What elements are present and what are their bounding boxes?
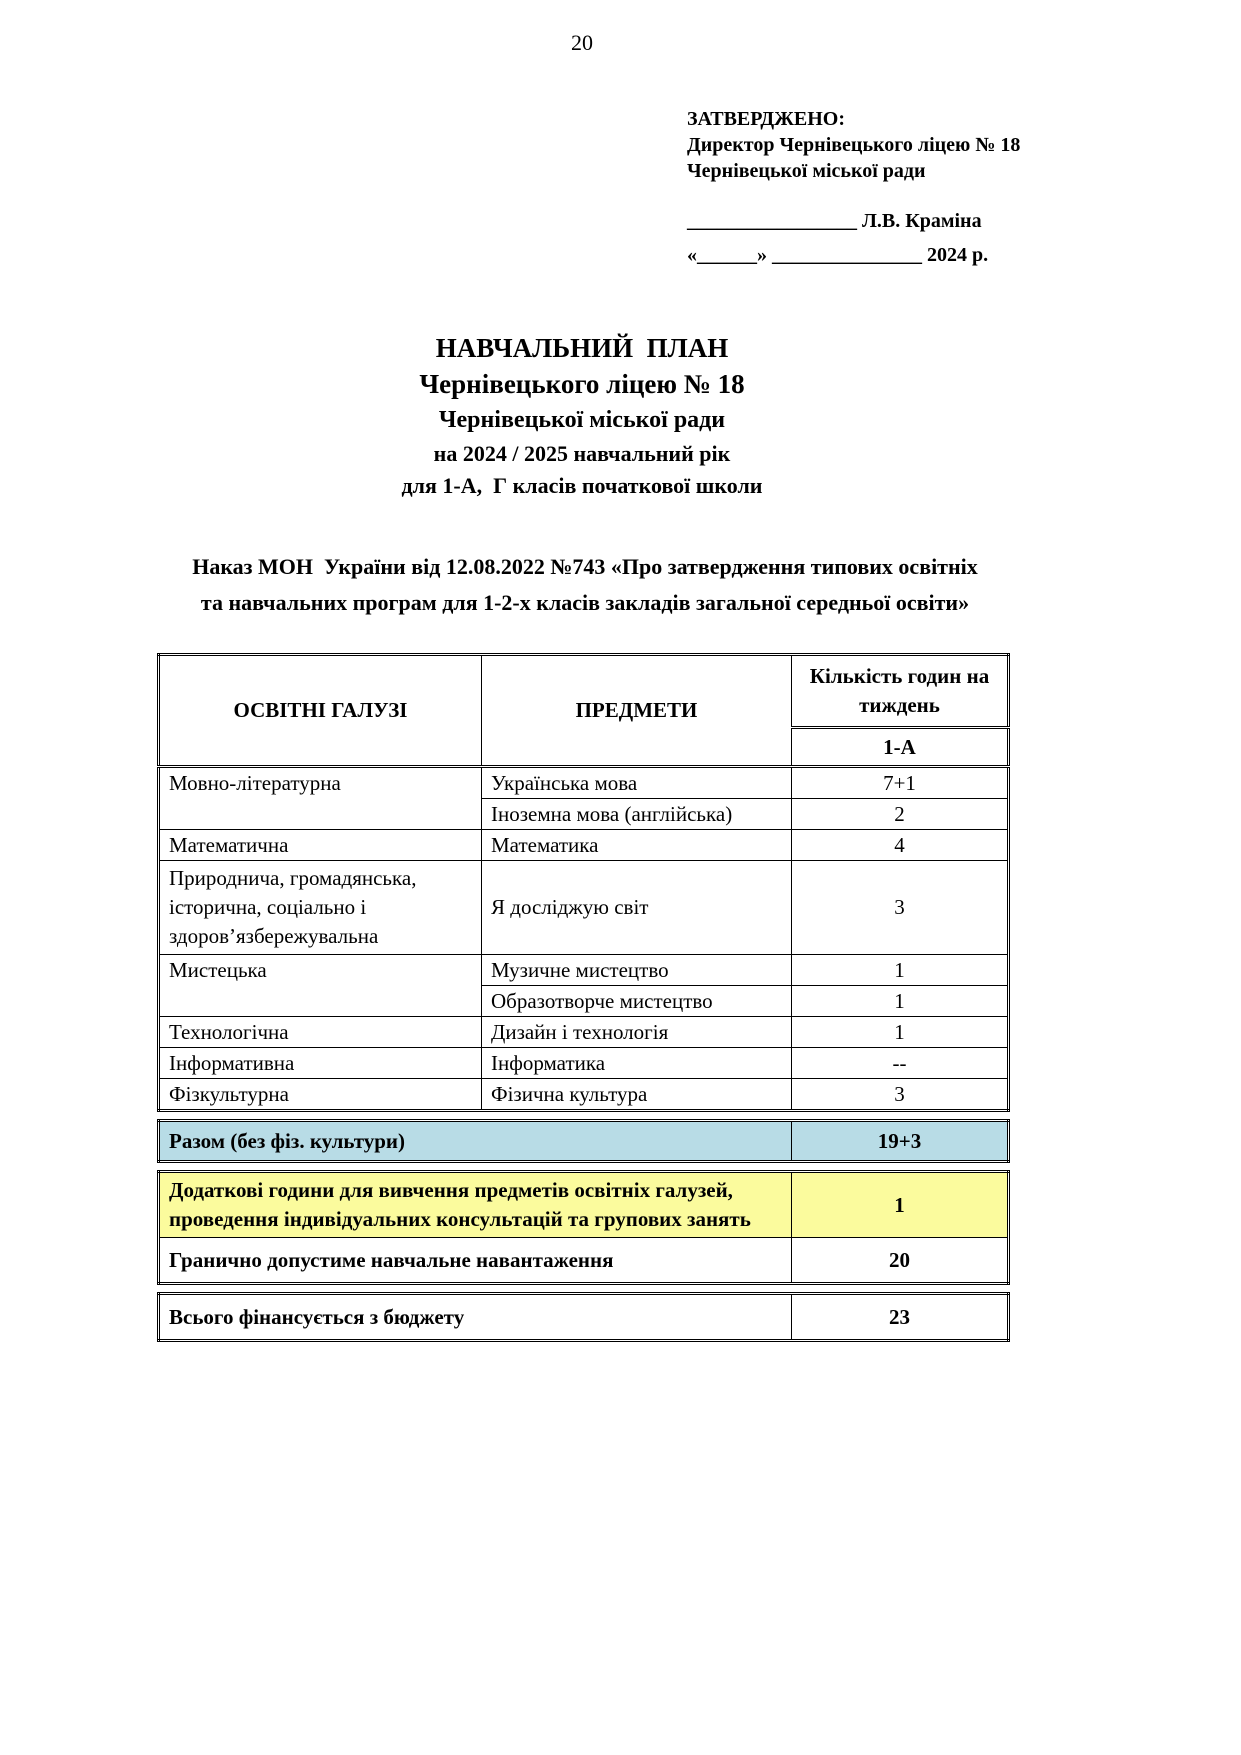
doc-title-classes: для 1-А, Г класів початкової школи [401, 473, 763, 498]
doc-title-main: НАВЧАЛЬНИЙ ПЛАН [435, 333, 729, 363]
budget-label-cell: Всього фінансується з бюджету [159, 1294, 792, 1341]
curriculum-table [157, 653, 1010, 1112]
table-row [159, 830, 1009, 861]
hours-cell: 1 [792, 1017, 1009, 1048]
extra-hours-row [159, 1172, 1009, 1238]
extra-hours-label-cell: Додаткові години для вивчення предметів освітніх галузей, проведення індивідуальних консультацій та групових занять [159, 1172, 792, 1238]
doc-title-school: Чернівецького ліцею № 18 [419, 369, 745, 399]
table-row [159, 767, 1009, 799]
header-subjects: ПРЕДМЕТИ [482, 655, 792, 767]
total-value-cell: 19+3 [792, 1121, 1009, 1162]
section-gap [157, 1285, 1007, 1292]
hours-cell: -- [792, 1048, 1009, 1079]
budget-total-row [159, 1294, 1009, 1341]
subject-cell: Іноземна мова (англійська) [482, 799, 792, 830]
area-cell: Мовно-літературна [159, 767, 482, 830]
budget-value-cell: 23 [792, 1294, 1009, 1341]
approval-block [687, 106, 1021, 268]
subject-cell: Фізична культура [482, 1079, 792, 1111]
approval-council-line: Чернівецької міської ради [687, 160, 926, 182]
subject-cell: Я досліджую світ [482, 861, 792, 955]
hours-cell: 1 [792, 986, 1009, 1017]
section-gap [157, 1112, 1007, 1119]
area-cell: Технологічна [159, 1017, 482, 1048]
table-row [159, 1079, 1009, 1111]
doc-title-year: на 2024 / 2025 навчальний рік [433, 441, 731, 466]
total-label-cell: Разом (без фіз. культури) [159, 1121, 792, 1162]
curriculum-table-section [157, 653, 1007, 1342]
total-row-table [157, 1119, 1010, 1163]
table-row [159, 1017, 1009, 1048]
hours-cell: 2 [792, 799, 1009, 830]
table-row [159, 955, 1009, 986]
doc-title-council: Чернівецької міської ради [438, 407, 726, 433]
approval-director-line: Директор Чернівецького ліцею № 18 [687, 134, 1021, 156]
table-header-row [159, 655, 1009, 728]
hours-cell: 3 [792, 1079, 1009, 1111]
max-load-row [159, 1238, 1009, 1284]
header-hours: Кількість годин на тиждень [792, 655, 1009, 728]
ministry-order-note: Наказ МОН України від 12.08.2022 №743 «Про затвердження типових освітніх та навчальних програм для 1-2-х класів закладів загальної середньої освіти» [192, 554, 978, 615]
hours-cell: 7+1 [792, 767, 1009, 799]
hours-cell: 1 [792, 955, 1009, 986]
table-row [159, 1048, 1009, 1079]
approval-label: ЗАТВЕРДЖЕНО: [687, 108, 845, 130]
area-cell: Фізкультурна [159, 1079, 482, 1111]
document-content [157, 0, 1021, 1342]
total-row [159, 1121, 1009, 1162]
section-gap [157, 1163, 1007, 1170]
subject-cell: Інформатика [482, 1048, 792, 1079]
header-class-name: 1-А [792, 728, 1009, 767]
extra-hours-table [157, 1170, 1010, 1285]
signature-line: _________________ Л.В. Краміна [687, 210, 982, 232]
subject-cell: Образотворче мистецтво [482, 986, 792, 1017]
header-areas: ОСВІТНІ ГАЛУЗІ [159, 655, 482, 767]
hours-cell: 3 [792, 861, 1009, 955]
subject-cell: Математика [482, 830, 792, 861]
budget-total-table [157, 1292, 1010, 1342]
area-cell: Природнича, громадянська, історична, соціально і здоров’язбережувальна [159, 861, 482, 955]
subject-cell: Музичне мистецтво [482, 955, 792, 986]
area-cell: Математична [159, 830, 482, 861]
document-title-block [157, 330, 1007, 501]
max-load-label-cell: Гранично допустиме навчальне навантаження [159, 1238, 792, 1284]
subject-cell: Українська мова [482, 767, 792, 799]
table-row [159, 861, 1009, 955]
extra-hours-value-cell: 1 [792, 1172, 1009, 1238]
date-line: «______» _______________ 2024 р. [687, 244, 989, 266]
max-load-value-cell: 20 [792, 1238, 1009, 1284]
area-cell: Мистецька [159, 955, 482, 1017]
hours-cell: 4 [792, 830, 1009, 861]
subject-cell: Дизайн і технологія [482, 1017, 792, 1048]
page-number: 20 [571, 30, 593, 55]
area-cell: Інформативна [159, 1048, 482, 1079]
